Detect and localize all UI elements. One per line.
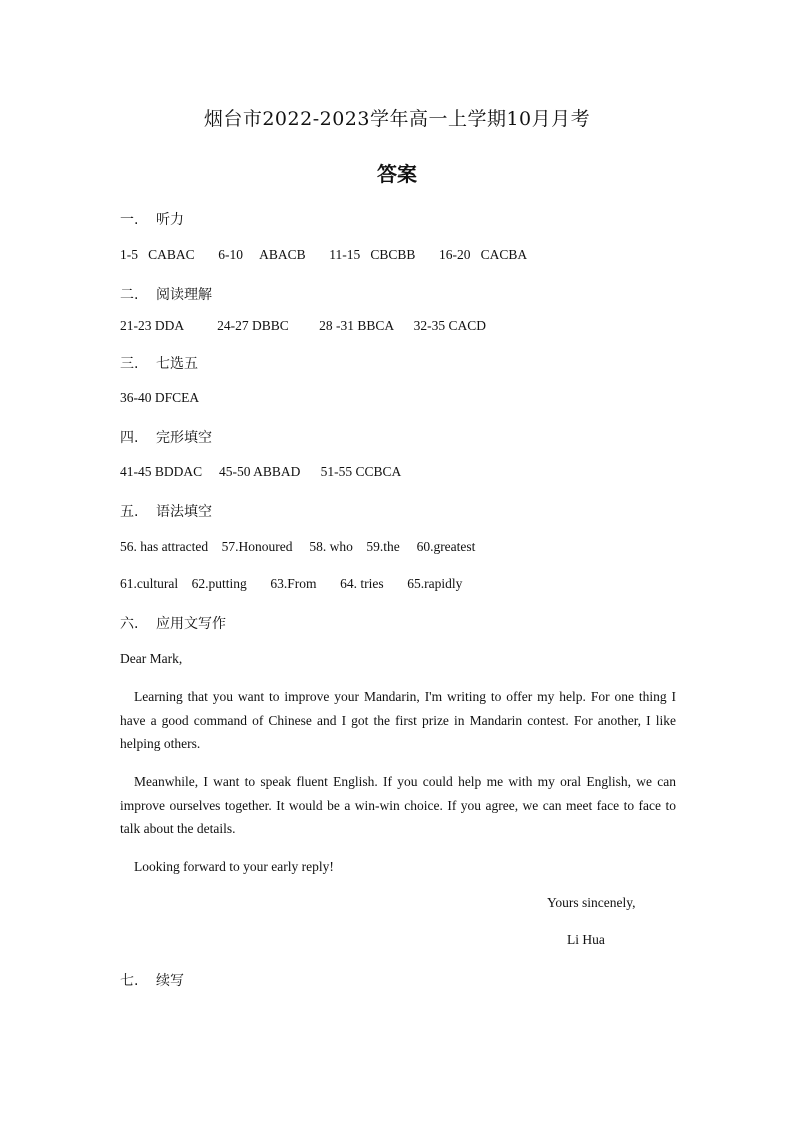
answers-seven-choose-five: 36-40 DFCEA (120, 390, 200, 405)
section-heading-cloze (120, 427, 212, 447)
letter-closing: Yours sincenely, (547, 895, 636, 910)
letter-paragraph-3: Looking forward to your early reply! (134, 859, 334, 874)
section-name: 续写 (156, 973, 184, 989)
answers-cloze: 41-45 BDDAC 45-50 ABBAD 51-55 CCBCA (120, 464, 402, 479)
letter-paragraph-2: Meanwhile, I want to speak fluent English. If you could help me with my oral English, we can improve ourselves together. It would be a win-win choice. If you agree, we can meet face to face to talk about the details. (120, 774, 676, 836)
section-heading-seven-choose-five (120, 353, 198, 373)
section-name: 听力 (156, 212, 184, 228)
section-number: 三. (120, 356, 139, 372)
page-title: 烟台市2022-2023学年高一上学期10月月考 (203, 108, 591, 130)
section-name: 阅读理解 (156, 287, 212, 303)
answers-grammar-line-2: 61.cultural 62.putting 63.From 64. tries 65.rapidly (120, 576, 463, 591)
section-number: 一. (120, 212, 139, 228)
answers-grammar-line-1: 56. has attracted 57.Honoured 58. who 59.the 60.greatest (120, 539, 476, 554)
answers-listening: 1-5 CABAC 6-10 ABACB 11-15 CBCBB 16-20 CACBA (120, 247, 528, 262)
section-name: 应用文写作 (156, 616, 226, 632)
section-number: 四. (120, 430, 139, 446)
section-heading-writing (120, 613, 226, 633)
section-heading-grammar (120, 501, 212, 521)
section-heading-continuation (120, 970, 184, 990)
section-number: 五. (120, 504, 139, 520)
section-heading-reading (120, 284, 212, 304)
page-subtitle: 答案 (377, 162, 417, 186)
letter-paragraph-1: Learning that you want to improve your Mandarin, I'm writing to offer my help. For one thing I have a good command of Chinese and I got the first prize in Mandarin contest. For another, I like helping others. (120, 689, 676, 751)
section-heading-listening (120, 209, 184, 229)
section-number: 二. (120, 287, 139, 303)
section-name: 完形填空 (156, 430, 212, 446)
section-number: 六. (120, 616, 139, 632)
section-number: 七. (120, 973, 139, 989)
section-name: 语法填空 (156, 504, 212, 520)
letter-signature: Li Hua (567, 932, 605, 947)
letter-greeting: Dear Mark, (120, 651, 183, 666)
answers-reading: 21-23 DDA 24-27 DBBC 28 -31 BBCA 32-35 CACD (120, 318, 487, 333)
section-name: 七选五 (156, 356, 198, 372)
